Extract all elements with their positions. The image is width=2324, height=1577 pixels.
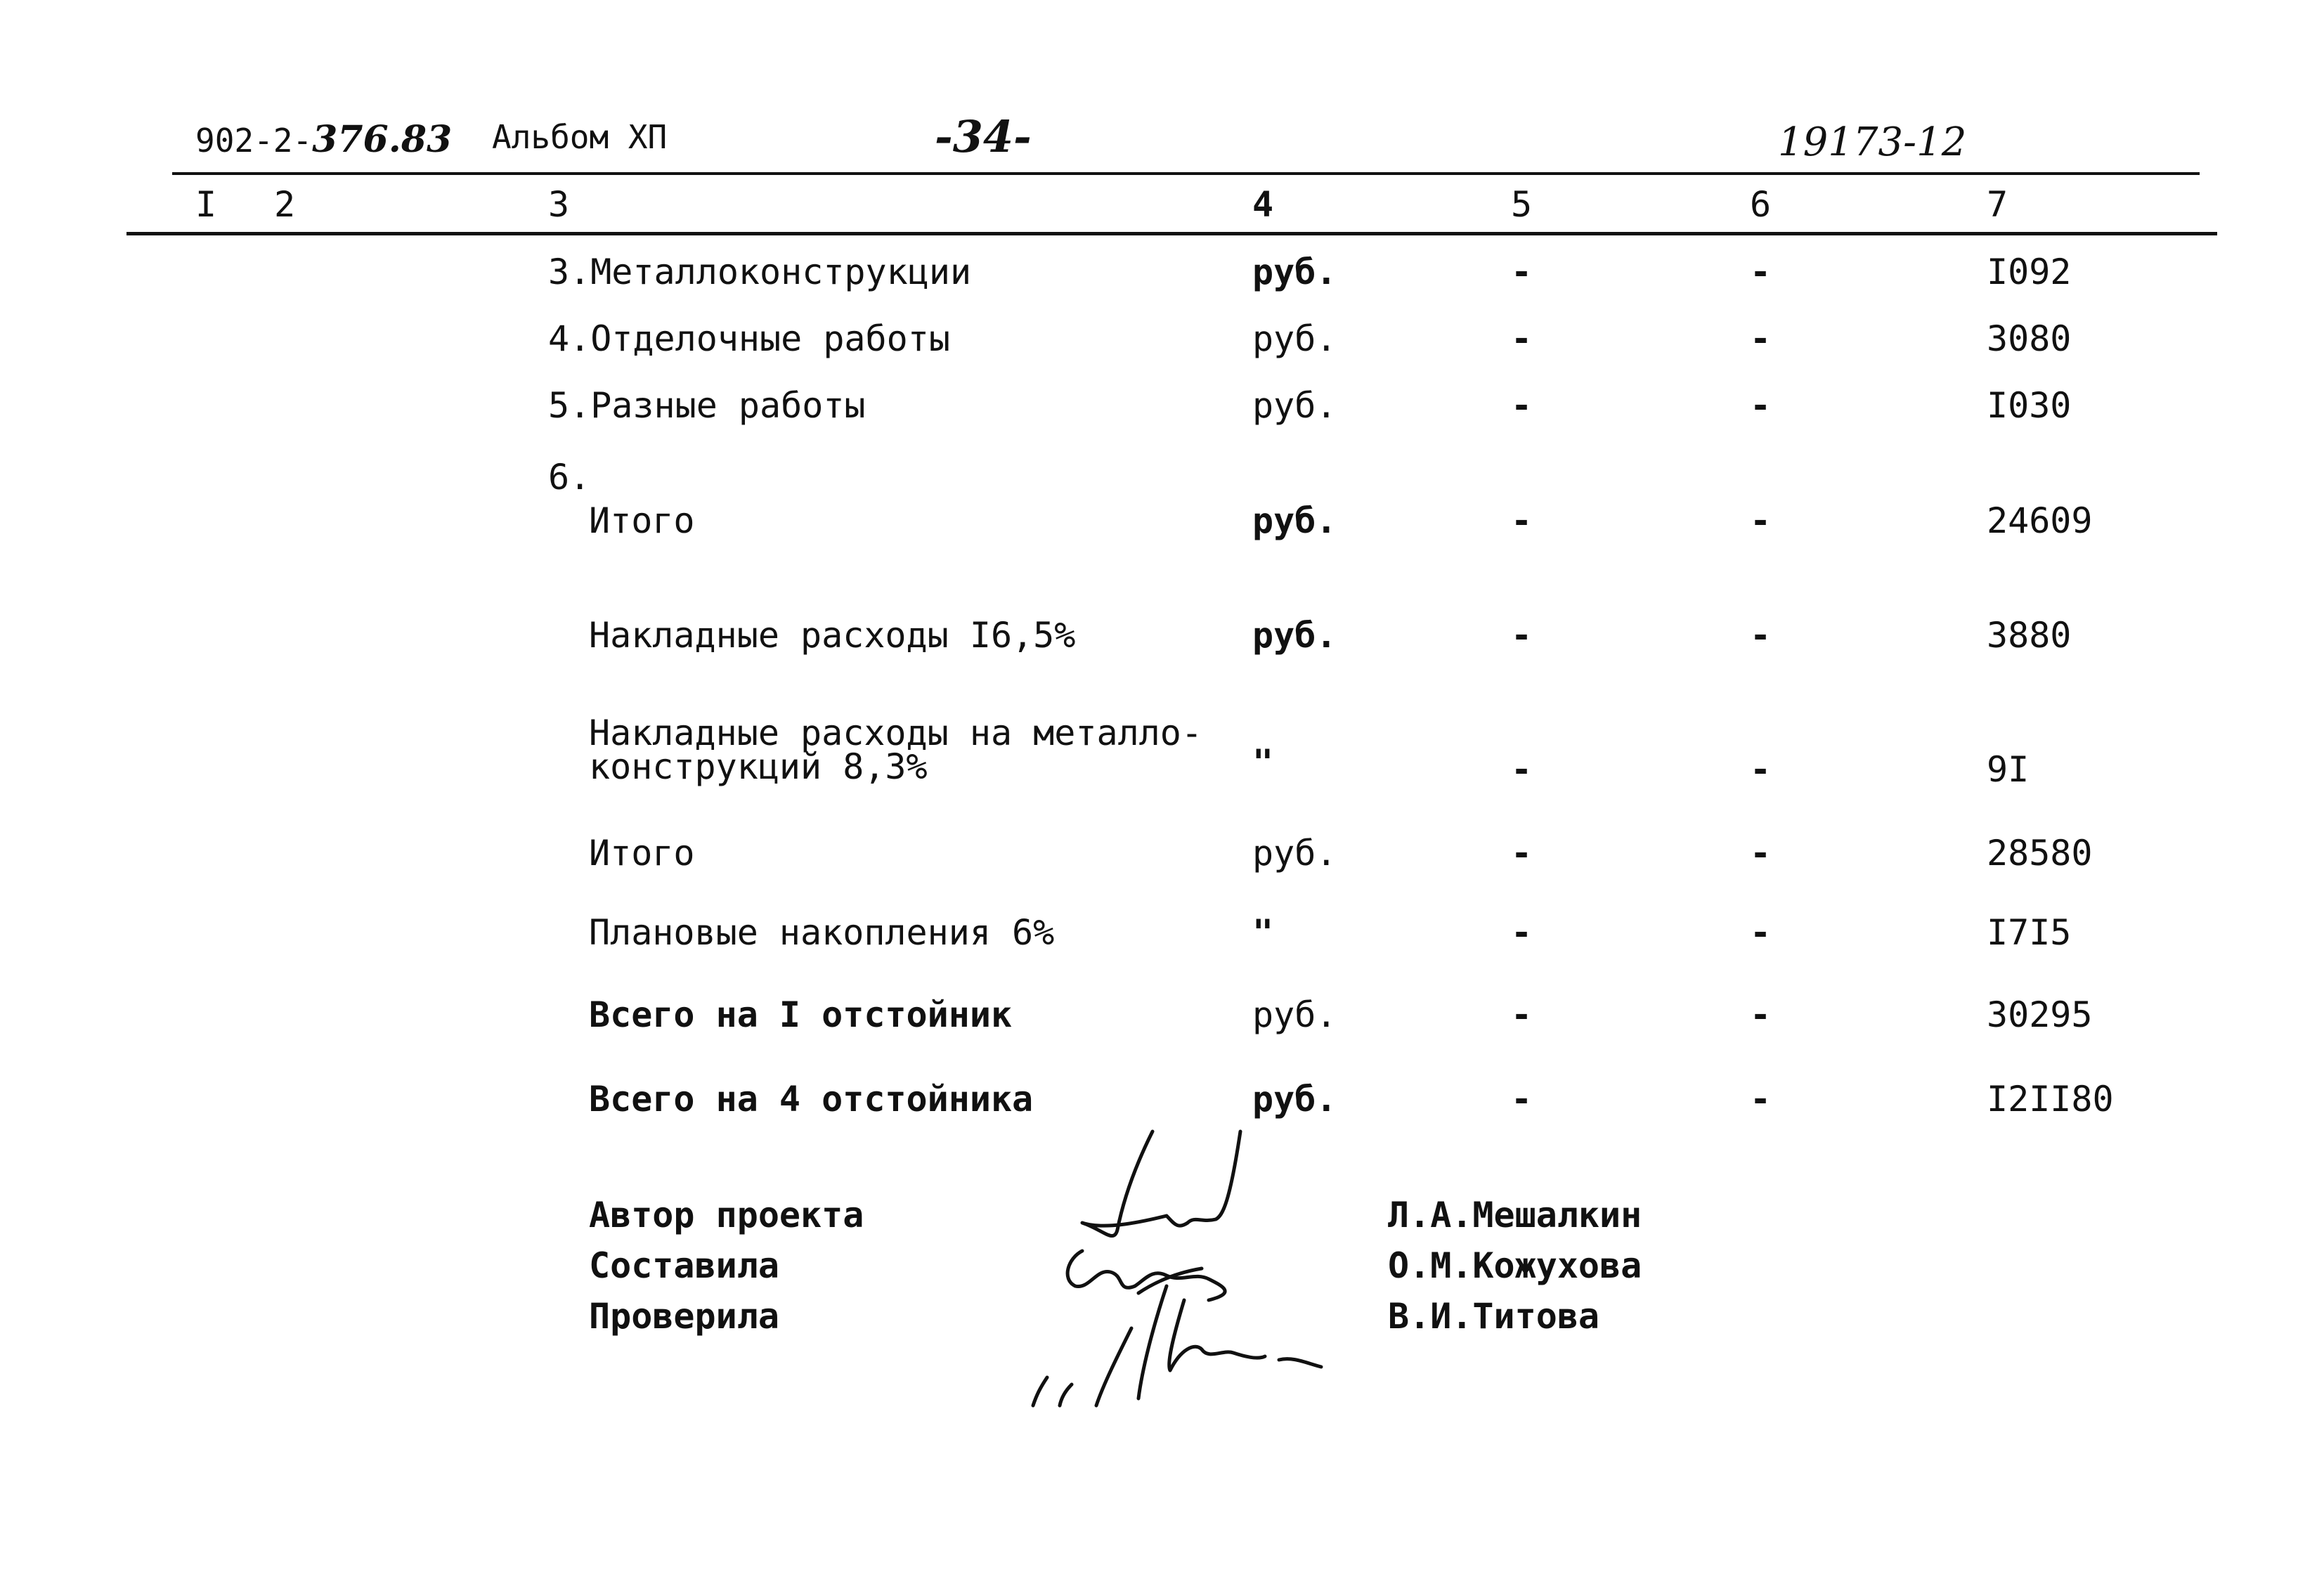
row-label: Итого [589, 500, 695, 541]
row-label: 5.Разные работы [548, 385, 866, 426]
row-col5: - [1511, 912, 1533, 953]
row-col7: 3080 [1987, 318, 2072, 359]
signature-name-author: Л.А.Мешалкин [1388, 1195, 1642, 1235]
row-col7: 9I [1987, 749, 2030, 790]
row-col7: I092 [1987, 252, 2072, 292]
handwritten-signatures-image [998, 1117, 1434, 1413]
row-col5: - [1511, 252, 1533, 292]
document-code [195, 118, 452, 161]
row-unit: руб. [1252, 500, 1337, 541]
row-unit: руб. [1252, 252, 1337, 292]
row-col6: - [1750, 252, 1772, 292]
row-col7: I7I5 [1987, 912, 2072, 953]
row-label-line1: Накладные расходы на металло- [589, 713, 1202, 753]
row-unit: руб. [1252, 615, 1337, 656]
table-row [0, 318, 2324, 368]
row-col7: I2II80 [1987, 1079, 2114, 1120]
table-row [0, 715, 2324, 807]
column-number-6: 6 [1750, 184, 1772, 225]
table-row [0, 994, 2324, 1044]
row-label: Итого [589, 833, 695, 874]
row-col6: - [1750, 500, 1772, 541]
row-label: Всего на 4 отстойника [589, 1079, 1034, 1120]
row-label: 6. [548, 457, 591, 498]
column-number-2: 2 [274, 184, 296, 225]
column-header-rule [126, 232, 2217, 235]
row-col6: - [1750, 994, 1772, 1035]
document-code-suffix: 376.83 [312, 118, 453, 161]
row-unit: руб. [1252, 318, 1337, 359]
row-col6: - [1750, 912, 1772, 953]
row-label: Всего на I отстойник [589, 994, 1013, 1035]
row-unit: руб. [1252, 385, 1337, 426]
row-col5: - [1511, 385, 1533, 426]
table-row [0, 252, 2324, 301]
row-unit: " [1252, 742, 1274, 783]
column-number-5: 5 [1511, 184, 1533, 225]
signature-name-checked: В.И.Титова [1388, 1296, 1600, 1337]
row-col6: - [1750, 749, 1772, 790]
row-unit: " [1252, 912, 1274, 953]
row-col7: 30295 [1987, 994, 2093, 1035]
row-col5: - [1511, 994, 1533, 1035]
column-number-4: 4 [1252, 184, 1274, 225]
row-col7: I030 [1987, 385, 2072, 426]
column-number-1: I [195, 184, 217, 225]
signature-role-checked: Проверила [589, 1296, 779, 1337]
row-col5: - [1511, 749, 1533, 790]
inventory-number: 19173-12 [1778, 119, 1967, 165]
row-label: 4.Отделочные работы [548, 318, 950, 359]
table-row [0, 615, 2324, 664]
row-label: Плановые накопления 6% [589, 912, 1055, 953]
row-col5: - [1511, 1079, 1533, 1120]
row-col6: - [1750, 385, 1772, 426]
table-row [0, 500, 2324, 550]
page-number: -34- [935, 111, 1032, 162]
album-label: Альбом ХП [492, 118, 668, 156]
row-col6: - [1750, 1079, 1772, 1120]
column-number-7: 7 [1987, 184, 2008, 225]
signature-name-compiled: О.М.Кожухова [1388, 1245, 1642, 1286]
row-col5: - [1511, 615, 1533, 656]
row-unit: руб. [1252, 994, 1337, 1035]
row-col7: 24609 [1987, 500, 2093, 541]
row-label: 3.Металлоконструкции [548, 252, 972, 292]
row-col5: - [1511, 500, 1533, 541]
row-unit: руб. [1252, 1079, 1337, 1120]
row-label: Накладные расходы I6,5% [589, 615, 1076, 656]
table-row [0, 385, 2324, 434]
table-row [0, 457, 2324, 506]
column-number-3: 3 [548, 184, 570, 225]
row-col7: 3880 [1987, 615, 2072, 656]
signature-role-author: Автор проекта [589, 1195, 864, 1235]
row-col5: - [1511, 318, 1533, 359]
row-col6: - [1750, 318, 1772, 359]
row-label-line2: конструкций 8,3% [589, 746, 928, 787]
table-row [0, 833, 2324, 882]
row-col6: - [1750, 615, 1772, 656]
signature-role-compiled: Составила [589, 1245, 779, 1286]
top-rule [172, 172, 2200, 175]
row-col5: - [1511, 833, 1533, 874]
row-col6: - [1750, 833, 1772, 874]
row-col7: 28580 [1987, 833, 2093, 874]
row-unit: руб. [1252, 833, 1337, 874]
table-row [0, 912, 2324, 961]
document-code-prefix: 902-2- [195, 122, 313, 160]
